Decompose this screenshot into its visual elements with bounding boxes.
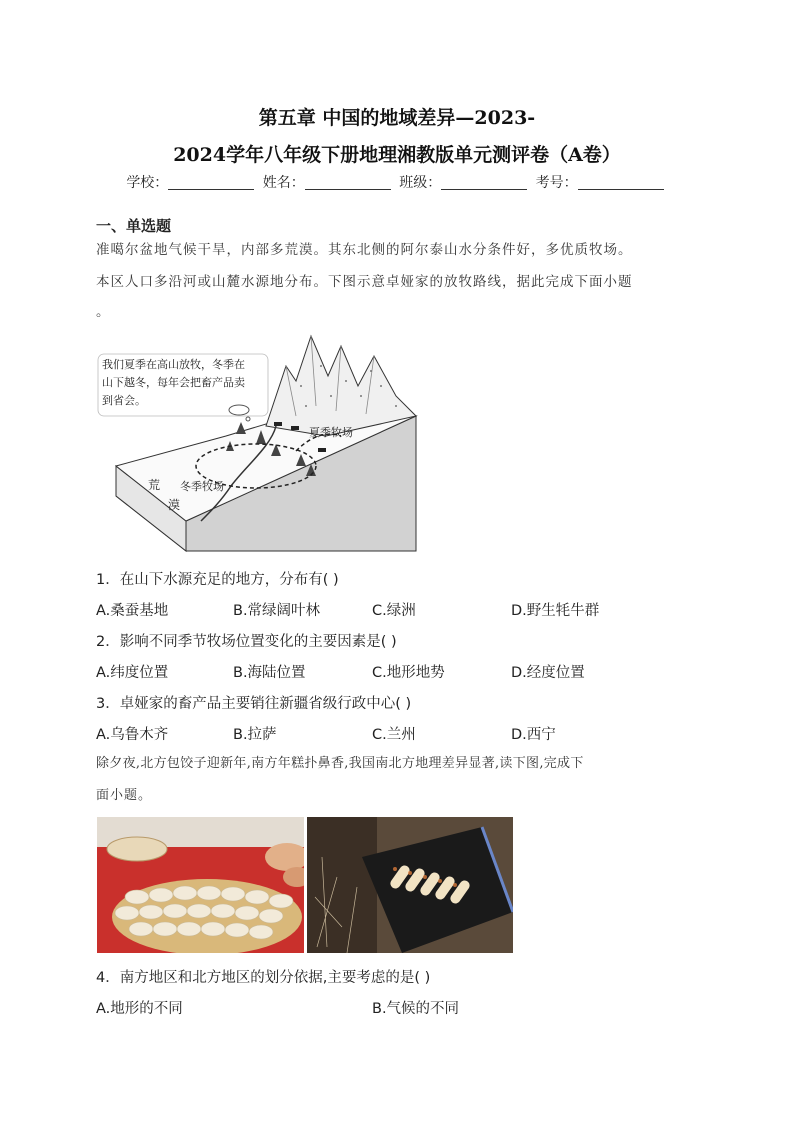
rice-cake-image: [307, 817, 513, 953]
rice-cake-photo: [307, 817, 513, 953]
q3-option-d[interactable]: D.西宁: [511, 727, 556, 743]
q2-option-c[interactable]: C.地形地势: [372, 665, 445, 681]
q2-option-d[interactable]: D.经度位置: [511, 665, 585, 681]
name-blank[interactable]: [305, 175, 391, 190]
q1-option-c[interactable]: C.绿洲: [372, 603, 416, 619]
label-desert-1: 荒: [148, 478, 161, 492]
school-blank[interactable]: [168, 175, 254, 190]
stem2-line2: 面小题。: [96, 788, 153, 803]
number-blank[interactable]: [578, 175, 664, 190]
question-3-stem: 3．卓娅家的畜产品主要销往新疆省级行政中心( ): [96, 696, 412, 712]
q3-option-c[interactable]: C.兰州: [372, 727, 416, 743]
q3-option-b[interactable]: B.拉萨: [233, 727, 277, 743]
page-title-line2: 2024学年八年级下册地理湘教版单元测评卷（A卷）: [173, 144, 621, 166]
q2-option-a[interactable]: A.纬度位置: [96, 665, 169, 681]
speech-line1: 我们夏季在高山放牧，冬季在: [102, 358, 245, 371]
question-4-stem: 4．南方地区和北方地区的划分依据,主要考虑的是( ): [96, 970, 431, 986]
label-winter-pasture: 冬季牧场: [180, 480, 224, 493]
school-label: 学校：: [126, 175, 169, 191]
name-label: 姓名：: [262, 175, 305, 191]
question-2-stem: 2．影响不同季节牧场位置变化的主要因素是( ): [96, 634, 397, 650]
q1-option-b[interactable]: B.常绿阔叶林: [233, 603, 321, 619]
student-info-row: [0, 172, 794, 192]
label-summer-pasture: 夏季牧场: [309, 426, 353, 439]
section-heading: 一、单选题: [96, 217, 172, 235]
q4-option-b[interactable]: B.气候的不同: [372, 1001, 460, 1017]
label-desert-2: 漠: [168, 498, 181, 512]
speech-line2: 山下越冬，每年会把畜产品卖: [102, 376, 245, 389]
number-label: 考号：: [535, 175, 578, 191]
class-label: 班级：: [399, 175, 442, 191]
class-blank[interactable]: [441, 175, 527, 190]
stem1-line3: 。: [96, 304, 111, 320]
grazing-route-figure: [96, 326, 421, 552]
dumplings-photo: [97, 817, 304, 953]
q1-option-d[interactable]: D.野生牦牛群: [511, 603, 600, 619]
q2-option-b[interactable]: B.海陆位置: [233, 665, 306, 681]
stem2-line1: 除夕夜,北方包饺子迎新年,南方年糕扑鼻香,我国南北方地理差异显著,读下图,完成下: [96, 756, 584, 771]
speech-line3: 到省会。: [102, 394, 146, 407]
question-1-stem: 1．在山下水源充足的地方，分布有( ): [96, 572, 339, 588]
page-title-line1: 第五章 中国的地域差异—2023-: [258, 107, 536, 129]
dumplings-image: [97, 817, 304, 953]
q3-option-a[interactable]: A.乌鲁木齐: [96, 727, 169, 743]
q4-option-a[interactable]: A.地形的不同: [96, 1001, 183, 1017]
q1-option-a[interactable]: A.桑蚕基地: [96, 603, 169, 619]
stem1-line1: 准噶尔盆地气候干旱，内部多荒漠。其东北侧的阿尔泰山水分条件好，多优质牧场。: [96, 242, 633, 258]
stem1-line2: 本区人口多沿河或山麓水源地分布。下图示意卓娅家的放牧路线，据此完成下面小题: [96, 274, 633, 290]
